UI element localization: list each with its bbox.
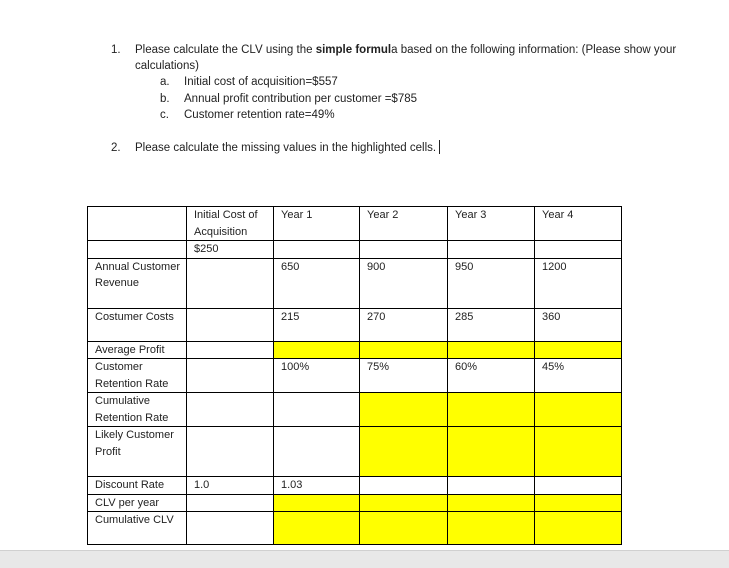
highlighted-cell[interactable] [535, 512, 622, 545]
table-cell[interactable]: 215 [274, 308, 360, 341]
table-row [88, 477, 622, 495]
table-cell[interactable] [535, 477, 622, 495]
row-label[interactable]: Cumulative CLV [88, 512, 187, 545]
highlighted-cell[interactable] [360, 494, 448, 512]
item-letter: c. [160, 109, 169, 121]
table-cell[interactable] [187, 258, 274, 308]
highlighted-cell[interactable] [448, 494, 535, 512]
highlighted-cell[interactable] [360, 341, 448, 359]
highlighted-cell[interactable] [535, 427, 622, 477]
question-1-bold-text: simple formul [315, 44, 392, 56]
table-cell[interactable]: 1.0 [187, 477, 274, 495]
table-cell[interactable]: 360 [535, 308, 622, 341]
table-cell[interactable]: 270 [360, 308, 448, 341]
highlighted-cell[interactable] [448, 427, 535, 477]
table-header-row [88, 207, 622, 241]
table-row-initial-cost [88, 241, 622, 259]
header-initial-cost[interactable]: Initial Cost of Acquisition [187, 207, 274, 241]
header-year-2[interactable]: Year 2 [360, 207, 448, 241]
table-cell[interactable] [187, 427, 274, 477]
highlighted-cell[interactable] [274, 341, 360, 359]
table-cell[interactable]: 1200 [535, 258, 622, 308]
row-label[interactable]: Average Profit [88, 341, 187, 359]
highlighted-cell[interactable] [448, 341, 535, 359]
table-cell[interactable]: 75% [360, 359, 448, 393]
clv-table [87, 206, 622, 545]
highlighted-cell[interactable] [448, 393, 535, 427]
row-label[interactable]: Discount Rate [88, 477, 187, 495]
table-row [88, 341, 622, 359]
highlighted-cell[interactable] [274, 494, 360, 512]
header-year-1[interactable]: Year 1 [274, 207, 360, 241]
table-cell[interactable] [274, 241, 360, 259]
item-text: Annual profit contribution per customer =$785 [184, 93, 418, 105]
table-row [88, 427, 622, 477]
table-cell[interactable]: 60% [448, 359, 535, 393]
table-row [88, 308, 622, 341]
item-text: Customer retention rate=49% [184, 109, 335, 121]
table-cell[interactable]: 100% [274, 359, 360, 393]
highlighted-cell[interactable] [274, 512, 360, 545]
table-cell[interactable] [360, 477, 448, 495]
row-label[interactable]: CLV per year [88, 494, 187, 512]
table-cell[interactable] [360, 241, 448, 259]
item-letter: a. [160, 76, 170, 88]
header-year-4[interactable]: Year 4 [535, 207, 622, 241]
highlighted-cell[interactable] [360, 512, 448, 545]
table-cell[interactable] [88, 241, 187, 259]
table-cell[interactable] [274, 393, 360, 427]
question-1-text: Please calculate the CLV using the simple formula based on the following information: (Please show your calculations) [135, 44, 677, 72]
table-cell[interactable] [187, 359, 274, 393]
status-bar [0, 550, 729, 568]
table-row [88, 512, 622, 545]
highlighted-cell[interactable] [535, 341, 622, 359]
row-label[interactable]: Cumulative Retention Rate [88, 393, 187, 427]
row-label[interactable]: Annual Customer Revenue [88, 258, 187, 308]
highlighted-cell[interactable] [360, 393, 448, 427]
table-row [88, 494, 622, 512]
highlighted-cell[interactable] [360, 427, 448, 477]
table-cell[interactable] [187, 494, 274, 512]
question-1-number: 1. [111, 44, 121, 56]
table-cell[interactable]: 1.03 [274, 477, 360, 495]
table-cell[interactable] [448, 241, 535, 259]
table-cell[interactable] [187, 341, 274, 359]
table-cell[interactable]: 45% [535, 359, 622, 393]
row-label[interactable]: Costumer Costs [88, 308, 187, 341]
row-label[interactable]: Customer Retention Rate [88, 359, 187, 393]
table-cell[interactable]: 950 [448, 258, 535, 308]
table-cell[interactable] [448, 477, 535, 495]
item-text: Initial cost of acquisition=$557 [184, 76, 338, 88]
table-row [88, 359, 622, 393]
table-row [88, 258, 622, 308]
table-row [88, 393, 622, 427]
table-cell[interactable]: 285 [448, 308, 535, 341]
item-letter: b. [160, 93, 170, 105]
table-cell[interactable] [187, 393, 274, 427]
highlighted-cell[interactable] [448, 512, 535, 545]
table-cell[interactable] [535, 241, 622, 259]
table-cell[interactable]: 650 [274, 258, 360, 308]
initial-cost-value[interactable]: $250 [187, 241, 274, 259]
text-cursor [439, 140, 440, 154]
question-2-number: 2. [111, 142, 121, 154]
table-cell[interactable] [187, 308, 274, 341]
table-cell[interactable] [187, 512, 274, 545]
table-cell[interactable]: 900 [360, 258, 448, 308]
row-label[interactable]: Likely Customer Profit [88, 427, 187, 477]
question-2-text[interactable]: Please calculate the missing values in the highlighted cells. [135, 140, 720, 156]
header-year-3[interactable]: Year 3 [448, 207, 535, 241]
highlighted-cell[interactable] [535, 393, 622, 427]
header-cell[interactable] [88, 207, 187, 241]
table-cell[interactable] [274, 427, 360, 477]
highlighted-cell[interactable] [535, 494, 622, 512]
